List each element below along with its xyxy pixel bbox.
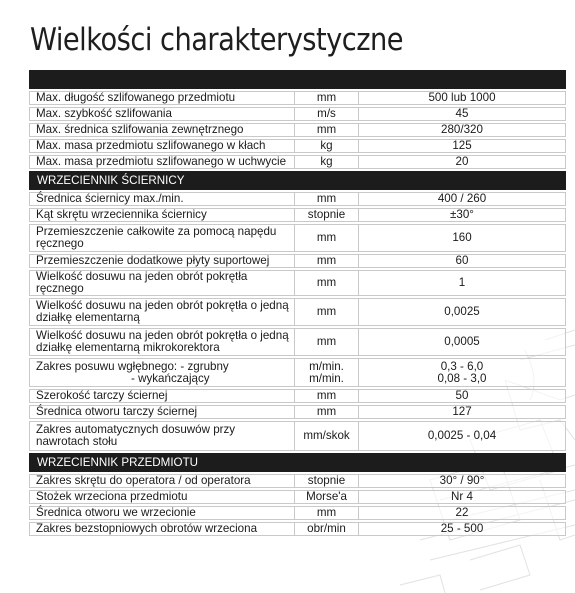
table-row — [29, 224, 566, 252]
param-unit-infeed — [295, 358, 359, 387]
param-unit: stopnie — [295, 208, 359, 222]
param-unit: mm — [295, 91, 359, 105]
top-band — [29, 70, 566, 89]
table-row — [29, 405, 566, 419]
param-value: 125 — [359, 139, 566, 153]
infeed-unit-rough: m/min. — [309, 359, 344, 373]
param-name: Max. masa przedmiotu szlifowanego w uchwycie — [29, 155, 295, 169]
param-name: Kąt skrętu wrzeciennika ściernicy — [29, 208, 295, 222]
table-row — [29, 91, 566, 105]
table-row — [29, 107, 566, 121]
infeed-sub-finish: - wykańczający — [131, 371, 210, 385]
table-row — [29, 270, 566, 296]
param-value: 45 — [359, 107, 566, 121]
param-name-infeed — [29, 358, 295, 387]
table-row — [29, 522, 566, 536]
param-name: Średnica otworu tarczy ściernej — [29, 405, 295, 419]
section-header-wheelhead: WRZECIENNIK ŚCIERNICY — [29, 171, 566, 190]
param-value: 0,0025 - 0,04 — [359, 421, 566, 451]
table-row — [29, 421, 566, 451]
top-band-row — [29, 70, 566, 89]
infeed-label: Zakres posuwu wgłębnego: — [36, 359, 178, 373]
param-unit: mm — [295, 389, 359, 403]
table-row — [29, 155, 566, 169]
param-name: Max. długość szlifowanego przedmiotu — [29, 91, 295, 105]
param-value: 30° / 90° — [359, 474, 566, 488]
param-name: Zakres skrętu do operatora / od operatora — [29, 474, 295, 488]
param-value: 280/320 — [359, 123, 566, 137]
infeed-value-rough: 0,3 - 6,0 — [440, 359, 484, 373]
table-row — [29, 506, 566, 520]
param-value: 400 / 260 — [359, 192, 566, 206]
param-name: Stożek wrzeciona przedmiotu — [29, 490, 295, 504]
param-name: Wielkość dosuwu na jeden obrót pokrętła ręcznego — [29, 270, 295, 296]
infeed-unit-finish: m/min. — [309, 371, 344, 385]
param-value-infeed — [359, 358, 566, 387]
table-row — [29, 328, 566, 356]
section-header-row — [29, 453, 566, 472]
param-unit: kg — [295, 155, 359, 169]
param-unit: mm — [295, 224, 359, 252]
param-value: 127 — [359, 405, 566, 419]
param-unit: mm — [295, 254, 359, 268]
param-name: Max. masa przedmiotu szlifowanego w kłach — [29, 139, 295, 153]
param-name: Wielkość dosuwu na jeden obrót pokrętła o jedną działkę elementarną — [29, 298, 295, 326]
param-name: Przemieszczenie dodatkowe płyty suportowej — [29, 254, 295, 268]
param-unit: mm — [295, 298, 359, 326]
param-name: Max. szybkość szlifowania — [29, 107, 295, 121]
table-row — [29, 490, 566, 504]
param-unit: kg — [295, 139, 359, 153]
param-unit: mm — [295, 405, 359, 419]
param-value: 25 - 500 — [359, 522, 566, 536]
param-unit: stopnie — [295, 474, 359, 488]
param-name: Zakres bezstopniowych obrotów wrzeciona — [29, 522, 295, 536]
param-value: 500 lub 1000 — [359, 91, 566, 105]
table-row-infeed — [29, 358, 566, 387]
param-value: 1 — [359, 270, 566, 296]
section-header-workhead: WRZECIENNIK PRZEDMIOTU — [29, 453, 566, 472]
param-value: 22 — [359, 506, 566, 520]
param-unit: Morse'a — [295, 490, 359, 504]
param-unit: mm — [295, 123, 359, 137]
table-row — [29, 139, 566, 153]
table-row — [29, 208, 566, 222]
param-name: Średnica otworu we wrzecionie — [29, 506, 295, 520]
param-name: Zakres automatycznych dosuwów przy nawrotach stołu — [29, 421, 295, 451]
section-header-row — [29, 171, 566, 190]
param-unit: mm — [295, 192, 359, 206]
param-name: Max. średnica szlifowania zewnętrznego — [29, 123, 295, 137]
param-unit: mm — [295, 270, 359, 296]
table-row — [29, 254, 566, 268]
param-value: Nr 4 — [359, 490, 566, 504]
param-unit: mm/skok — [295, 421, 359, 451]
param-name: Szerokość tarczy ściernej — [29, 389, 295, 403]
param-value: 160 — [359, 224, 566, 252]
table-row — [29, 298, 566, 326]
table-row — [29, 192, 566, 206]
param-value: 0,0005 — [359, 328, 566, 356]
table-row — [29, 123, 566, 137]
param-unit: obr/min — [295, 522, 359, 536]
param-name: Przemieszczenie całkowite za pomocą napędu ręcznego — [29, 224, 295, 252]
infeed-value-finish: 0,08 - 3,0 — [437, 371, 487, 385]
infeed-sub-rough: - zgrubny — [180, 359, 229, 373]
param-unit: mm — [295, 506, 359, 520]
param-value: 60 — [359, 254, 566, 268]
param-value: 50 — [359, 389, 566, 403]
table-row — [29, 474, 566, 488]
param-unit: m/s — [295, 107, 359, 121]
page-title: Wielkości charakterystyczne — [30, 22, 404, 58]
table-row — [29, 389, 566, 403]
param-value: 0,0025 — [359, 298, 566, 326]
param-value: ±30° — [359, 208, 566, 222]
param-name: Wielkość dosuwu na jeden obrót pokrętła o jedną działkę elementarną mikrokorektora — [29, 328, 295, 356]
param-value: 20 — [359, 155, 566, 169]
spec-table — [29, 68, 566, 538]
param-unit: mm — [295, 328, 359, 356]
param-name: Średnica ściernicy max./min. — [29, 192, 295, 206]
